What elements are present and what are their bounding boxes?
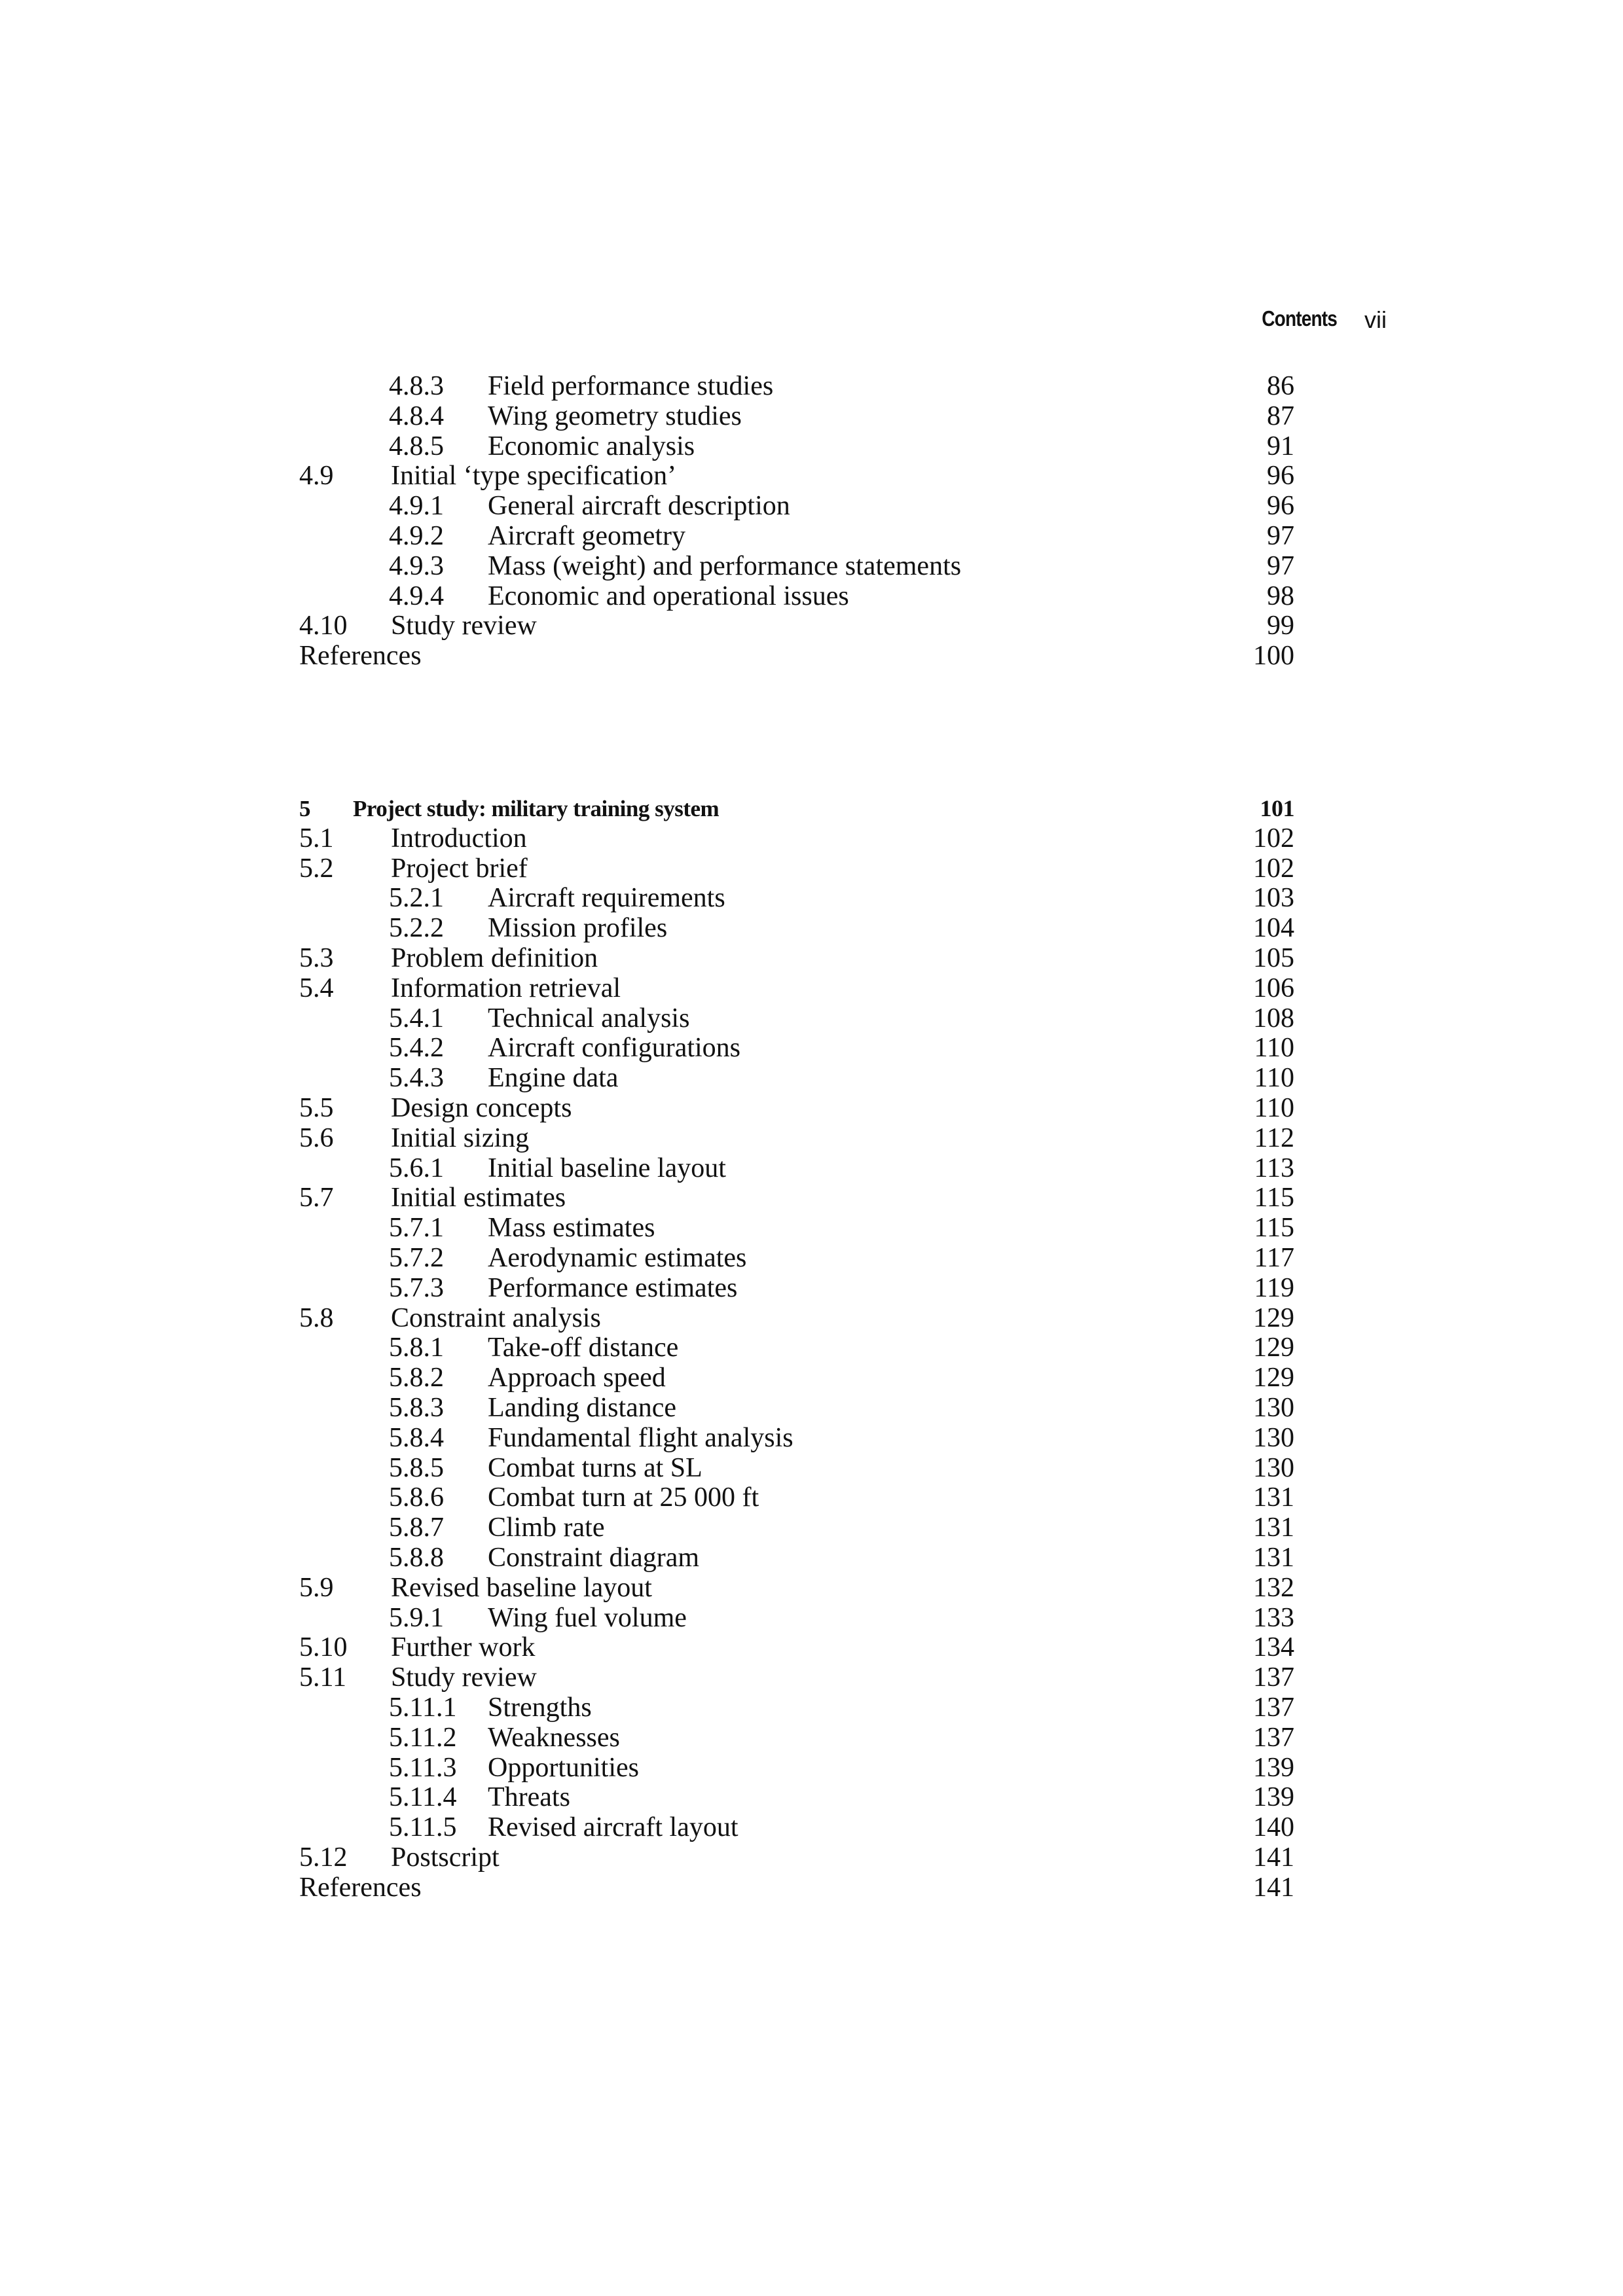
toc-page-number: 132 (1253, 1572, 1294, 1603)
toc-page-number: 119 (1254, 1272, 1294, 1303)
toc-subsection-number: 4.8.5 (389, 431, 444, 461)
toc-entry (299, 611, 1294, 641)
toc-entry (299, 884, 1294, 914)
toc-subsection-title: General aircraft description (488, 491, 790, 522)
toc-subsection-number: 5.8.5 (389, 1452, 444, 1483)
toc-page-number: 131 (1253, 1482, 1294, 1513)
toc-section-title: Initial estimates (391, 1183, 566, 1213)
toc-page-number: 98 (1267, 581, 1294, 611)
toc-section-title: Study review (391, 1662, 537, 1693)
toc-entry (299, 1004, 1294, 1034)
toc-section-title: Project brief (391, 853, 528, 884)
toc-page-number: 140 (1253, 1812, 1294, 1843)
toc-section-number: 5.9 (299, 1572, 334, 1603)
toc-entry (299, 372, 1294, 402)
toc-section-title: Initial ‘type specification’ (391, 461, 677, 492)
toc-subsection-title: Mass estimates (488, 1213, 655, 1244)
toc-subsection-number: 5.2.2 (389, 913, 444, 944)
toc-entry (299, 461, 1294, 492)
toc-page-number: 100 (1253, 641, 1294, 672)
toc-page-number: 106 (1253, 973, 1294, 1003)
toc-entry (299, 1213, 1294, 1244)
toc-entry (299, 1693, 1294, 1723)
toc-entry (299, 1543, 1294, 1573)
toc-section-number: 5.1 (299, 823, 334, 853)
toc-subsection-title: Field performance studies (488, 371, 774, 401)
toc-subsection-number: 4.9.1 (389, 491, 444, 522)
toc-entry (299, 1843, 1294, 1873)
toc-subsection-title: Fundamental flight analysis (488, 1422, 793, 1453)
toc-entry (299, 522, 1294, 552)
toc-page-number: 131 (1253, 1542, 1294, 1573)
toc-subsection-title: Approach speed (488, 1363, 666, 1393)
toc-section-title: Introduction (391, 823, 527, 853)
toc-chapter-title: Project study: military training system (353, 796, 720, 821)
toc-subsection-number: 5.8.8 (389, 1542, 444, 1573)
toc-subsection-title: Aircraft requirements (488, 883, 725, 914)
toc-page-number: 87 (1267, 401, 1294, 431)
toc-subsection-title: Strengths (488, 1692, 592, 1723)
toc-subsection-number: 5.11.4 (389, 1782, 457, 1813)
toc-page-number: 97 (1267, 520, 1294, 551)
toc-subsection-number: 5.2.1 (389, 883, 444, 914)
toc-page-number: 101 (1260, 795, 1294, 821)
toc-page-number: 110 (1254, 1033, 1294, 1064)
toc-page-number: 130 (1253, 1392, 1294, 1423)
toc-entry (299, 1753, 1294, 1784)
toc-page-number: 91 (1267, 431, 1294, 461)
toc-section-title: Revised baseline layout (391, 1572, 652, 1603)
toc-section-number: 5.11 (299, 1662, 346, 1693)
toc-subsection-number: 5.4.3 (389, 1063, 444, 1094)
toc-entry (299, 1304, 1294, 1334)
toc-subsection-number: 5.8.4 (389, 1422, 444, 1453)
toc-entry (299, 432, 1294, 462)
toc-subsection-title: Wing geometry studies (488, 401, 742, 431)
toc-section-number: 5.2 (299, 853, 334, 884)
toc-section-number: 4.9 (299, 461, 334, 492)
toc-subsection-number: 5.7.1 (389, 1213, 444, 1244)
toc-chapter-number: 5 (299, 796, 310, 821)
toc-entry (299, 1064, 1294, 1094)
toc-subsection-title: Threats (488, 1782, 570, 1813)
toc-subsection-title: Take-off distance (488, 1333, 679, 1363)
toc-subsection-number: 5.7.3 (389, 1272, 444, 1303)
toc-entry (299, 1124, 1294, 1154)
toc-section-number: 5.7 (299, 1183, 334, 1213)
toc-page-number: 139 (1253, 1752, 1294, 1783)
toc-page-number: 105 (1253, 942, 1294, 973)
toc-subsection-title: Combat turns at SL (488, 1452, 702, 1483)
toc-section-title: Problem definition (391, 942, 598, 973)
toc-subsection-number: 5.11.3 (389, 1752, 457, 1783)
toc-page-number: 108 (1253, 1003, 1294, 1033)
page-number: vii (1364, 306, 1387, 333)
toc-page-number: 96 (1267, 461, 1294, 492)
toc-section-number: 5.3 (299, 942, 334, 973)
toc-page-number: 129 (1253, 1302, 1294, 1333)
toc-page-number: 137 (1253, 1662, 1294, 1693)
toc-entry (299, 1783, 1294, 1813)
toc-subsection-title: Mission profiles (488, 913, 668, 944)
toc-block-chapter-5 (299, 794, 1294, 1903)
toc-subsection-number: 5.7.2 (389, 1242, 444, 1273)
toc-entry (299, 1393, 1294, 1424)
toc-section-title: Further work (391, 1632, 536, 1663)
toc-subsection-title: Combat turn at 25 000 ft (488, 1482, 759, 1513)
toc-subsection-number: 5.8.6 (389, 1482, 444, 1513)
toc-page-number: 96 (1267, 491, 1294, 522)
toc-subsection-number: 4.9.4 (389, 581, 444, 611)
toc-subsection-title: Constraint diagram (488, 1542, 700, 1573)
toc-page-number: 141 (1253, 1842, 1294, 1873)
toc-subsection-title: Economic and operational issues (488, 581, 849, 611)
toc-page-number: 110 (1254, 1063, 1294, 1094)
toc-subsection-number: 4.9.2 (389, 520, 444, 551)
toc-entry (299, 914, 1294, 944)
toc-page-number: 141 (1253, 1872, 1294, 1903)
toc-entry (299, 582, 1294, 612)
toc-subsection-title: Wing fuel volume (488, 1602, 687, 1633)
toc-subsection-number: 5.11.2 (389, 1722, 457, 1753)
toc-subsection-title: Aircraft geometry (488, 520, 686, 551)
toc-entry (299, 1333, 1294, 1363)
toc-entry (299, 1813, 1294, 1843)
toc-section-title: Constraint analysis (391, 1302, 601, 1333)
toc-entry (299, 552, 1294, 582)
toc-subsection-number: 5.11.5 (389, 1812, 457, 1843)
toc-section-number: 5.4 (299, 973, 334, 1003)
toc-subsection-title: Economic analysis (488, 431, 695, 461)
toc-section-number: 5.12 (299, 1842, 348, 1873)
toc-subsection-number: 5.8.7 (389, 1513, 444, 1543)
toc-subsection-title: Weaknesses (488, 1722, 620, 1753)
toc-subsection-number: 5.4.1 (389, 1003, 444, 1033)
toc-section-title: Design concepts (391, 1092, 572, 1123)
toc-page-number: 139 (1253, 1782, 1294, 1813)
toc-page-number: 115 (1254, 1213, 1294, 1244)
toc-section-number: 5.5 (299, 1092, 334, 1123)
toc-page-number: 86 (1267, 371, 1294, 401)
toc-entry (299, 641, 1294, 672)
toc-subsection-title: Mass (weight) and performance statements (488, 550, 962, 581)
toc-page-number: 129 (1253, 1333, 1294, 1363)
toc-entry (299, 944, 1294, 974)
toc-section-number: 5.6 (299, 1122, 334, 1153)
toc-subsection-title: Landing distance (488, 1392, 677, 1423)
toc-page-number: 112 (1254, 1122, 1294, 1153)
toc-entry (299, 1604, 1294, 1634)
toc-page-number: 110 (1254, 1092, 1294, 1123)
toc-page-number: 137 (1253, 1692, 1294, 1723)
toc-page-number: 130 (1253, 1422, 1294, 1453)
toc-page-number: 130 (1253, 1452, 1294, 1483)
toc-entry (299, 1633, 1294, 1663)
toc-entry (299, 1483, 1294, 1513)
toc-subsection-title: Engine data (488, 1063, 619, 1094)
toc-entry-title: References (299, 1872, 422, 1903)
toc-entry (299, 1094, 1294, 1124)
toc-entry (299, 1274, 1294, 1304)
toc-subsection-number: 5.11.1 (389, 1692, 457, 1723)
toc-section-number: 5.10 (299, 1632, 348, 1663)
toc-entry (299, 1424, 1294, 1454)
toc-subsection-title: Opportunities (488, 1752, 639, 1783)
toc-entry (299, 1244, 1294, 1274)
toc-page-number: 133 (1253, 1602, 1294, 1633)
toc-page-number: 117 (1254, 1242, 1294, 1273)
toc-entry (299, 492, 1294, 522)
toc-entry (299, 1573, 1294, 1604)
toc-entry (299, 1183, 1294, 1213)
toc-entry (299, 1663, 1294, 1693)
toc-section-title: Information retrieval (391, 973, 621, 1003)
toc-page-number: 103 (1253, 883, 1294, 914)
toc-entry (299, 824, 1294, 854)
toc-section-title: Initial sizing (391, 1122, 530, 1153)
toc-entry (299, 1154, 1294, 1184)
toc-entry (299, 854, 1294, 884)
toc-section-number: 5.8 (299, 1302, 334, 1333)
toc-subsection-number: 5.4.2 (389, 1033, 444, 1064)
toc-entry (299, 1363, 1294, 1393)
toc-page-number: 104 (1253, 913, 1294, 944)
toc-subsection-number: 4.8.3 (389, 371, 444, 401)
toc-subsection-number: 4.9.3 (389, 550, 444, 581)
toc-subsection-number: 5.8.1 (389, 1333, 444, 1363)
toc-entry (299, 1033, 1294, 1064)
toc-entry (299, 974, 1294, 1004)
toc-entry (299, 402, 1294, 432)
toc-subsection-number: 5.8.3 (389, 1392, 444, 1423)
toc-page-number: 102 (1253, 823, 1294, 853)
toc-entry (299, 1454, 1294, 1484)
toc-section-number: 4.10 (299, 611, 348, 641)
toc-chapter-heading (299, 794, 1294, 824)
toc-page-number: 134 (1253, 1632, 1294, 1663)
toc-subsection-title: Climb rate (488, 1513, 605, 1543)
toc-page-number: 115 (1254, 1183, 1294, 1213)
toc-page-number: 97 (1267, 550, 1294, 581)
toc-subsection-title: Performance estimates (488, 1272, 738, 1303)
toc-page-number: 131 (1253, 1513, 1294, 1543)
toc-subsection-title: Aircraft configurations (488, 1033, 741, 1064)
toc-subsection-number: 5.8.2 (389, 1363, 444, 1393)
toc-subsection-title: Initial baseline layout (488, 1153, 726, 1183)
running-head (1146, 306, 1388, 339)
toc-subsection-title: Technical analysis (488, 1003, 690, 1033)
toc-entry (299, 1723, 1294, 1753)
toc-subsection-number: 5.6.1 (389, 1153, 444, 1183)
toc-entry (299, 1873, 1294, 1903)
toc-section-title: Study review (391, 611, 537, 641)
toc-page-number: 137 (1253, 1722, 1294, 1753)
toc-entry (299, 1513, 1294, 1543)
toc-section-title: Postscript (391, 1842, 500, 1873)
toc-subsection-title: Revised aircraft layout (488, 1812, 739, 1843)
toc-entry-title: References (299, 641, 422, 672)
toc-page-number: 129 (1253, 1363, 1294, 1393)
toc-block-chapter-4-continued (299, 372, 1294, 672)
running-head-label: Contents (1262, 306, 1337, 331)
toc-subsection-title: Aerodynamic estimates (488, 1242, 747, 1273)
toc-subsection-number: 4.8.4 (389, 401, 444, 431)
toc-page-number: 113 (1254, 1153, 1294, 1183)
toc-subsection-number: 5.9.1 (389, 1602, 444, 1633)
toc-page-number: 102 (1253, 853, 1294, 884)
toc-page-number: 99 (1267, 611, 1294, 641)
